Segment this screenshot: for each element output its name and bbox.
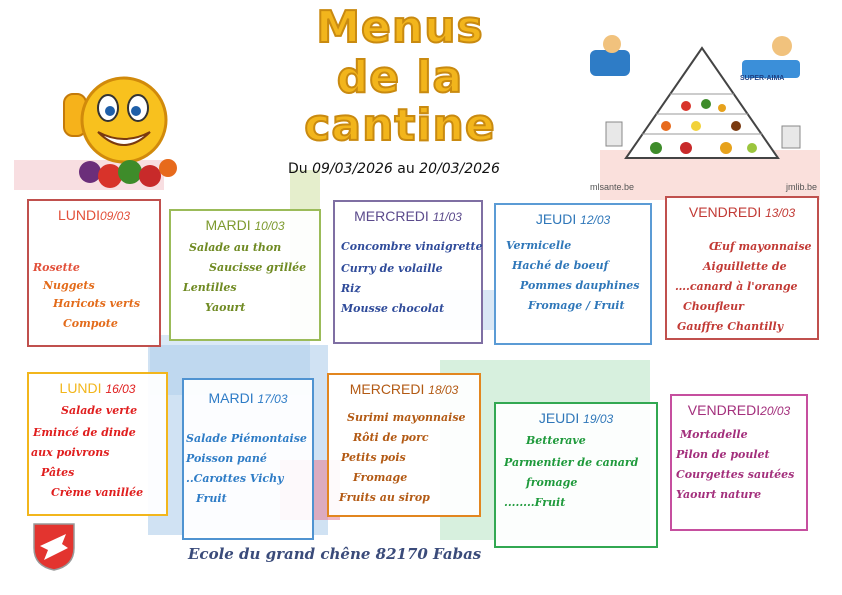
brand-left: mlsante.be [590, 182, 635, 192]
day-label [29, 207, 159, 223]
title-line-1: Menus [316, 2, 484, 53]
menu-item: Curry de volaille [341, 262, 443, 275]
menu-item: Salade Piémontaise [186, 432, 307, 445]
menu-item: Poisson pané [186, 452, 267, 465]
menu-item: Riz [341, 282, 361, 295]
menu-item: Yaourt [205, 301, 246, 314]
menu-card-week2-jeudi [494, 402, 658, 548]
coat-of-arms-icon [32, 522, 76, 572]
menu-item: Salade verte [61, 404, 138, 417]
menu-item: Haricots verts [53, 297, 141, 310]
day-date: 13/03 [765, 206, 796, 220]
menu-item: Concombre vinaigrette [341, 240, 483, 253]
menu-item: Fromage / Fruit [528, 299, 625, 312]
menu-item: ..Carottes Vichy [186, 472, 284, 485]
menu-card-week2-lundi [27, 372, 168, 516]
title-line-2: de la [336, 52, 464, 103]
date-end: 20/03/2026 [419, 161, 500, 177]
menu-card-week2-mardi [182, 378, 314, 540]
menu-item: Pâtes [41, 466, 75, 479]
day-name: JEUDI [535, 211, 577, 227]
day-label [329, 381, 479, 397]
day-date: 12/03 [580, 213, 611, 227]
menu-item: Emincé de dinde [33, 426, 136, 439]
day-name: MARDI [205, 217, 251, 233]
menu-item: Fromage [353, 471, 408, 484]
menu-item: Vermicelle [506, 239, 572, 252]
menu-card-week1-vendredi [665, 196, 819, 340]
day-date: 16/03 [105, 382, 136, 396]
menu-item: Pilon de poulet [676, 448, 770, 461]
day-name: JEUDI [538, 410, 580, 426]
day-date: 09/03 [99, 209, 131, 223]
menu-item: Crème vanillée [51, 486, 144, 499]
day-name: MARDI [208, 390, 254, 406]
menu-item: aux poivrons [31, 446, 110, 459]
menu-card-week1-mercredi [333, 200, 483, 344]
date-start: 09/03/2026 [312, 161, 393, 177]
menu-item: Betterave [526, 434, 586, 447]
day-date: 10/03 [254, 219, 285, 233]
menu-item: ….canard à l'orange [675, 280, 798, 293]
day-label [171, 217, 319, 233]
day-label [29, 380, 166, 396]
menu-item: Aiguillette de [703, 260, 787, 273]
day-label [667, 204, 817, 220]
day-date: 17/03 [257, 392, 288, 406]
menu-item: Nuggets [43, 279, 95, 292]
menu-card-week2-mercredi [327, 373, 481, 517]
date-mid: au [397, 161, 415, 177]
menu-card-week2-vendredi [670, 394, 808, 531]
day-name: MERCREDI [349, 381, 425, 397]
day-name: VENDREDI [687, 402, 761, 418]
menu-item: Gauffre Chantilly [677, 320, 784, 333]
menu-item: Rôti de porc [353, 431, 429, 444]
menu-card-week1-jeudi [494, 203, 652, 345]
menu-item: Saucisse grillée [209, 261, 307, 274]
menu-item: Fruits au sirop [339, 491, 430, 504]
day-name: LUNDI [59, 380, 102, 396]
menu-item: Mousse chocolat [341, 302, 445, 315]
menu-card-week1-mardi [169, 209, 321, 341]
food-pyramid-illustration [586, 30, 818, 180]
title-line-3: cantine [304, 100, 496, 151]
school-address: Ecole du grand chêne 82170 Fabas [188, 545, 482, 563]
menu-item: ........Fruit [504, 496, 566, 509]
menu-item: Œuf mayonnaise [709, 240, 812, 253]
day-name: MERCREDI [354, 208, 429, 224]
day-label [335, 208, 481, 224]
date-range [288, 161, 500, 177]
menu-item: Rosette [33, 261, 80, 274]
menu-item: Fruit [196, 492, 227, 505]
menu-item: Parmentier de canard [504, 456, 639, 469]
smiley-illustration [62, 72, 182, 192]
menu-item: Surimi mayonnaise [347, 411, 466, 424]
menu-item: Lentilles [183, 281, 237, 294]
menu-item: Pommes dauphines [520, 279, 640, 292]
brand-right: jmlib.be [786, 182, 818, 192]
day-label [496, 211, 650, 227]
day-name: LUNDI [57, 207, 100, 223]
day-label [184, 390, 312, 406]
day-label [672, 402, 806, 418]
brand-banner: SUPER-AIMA [740, 75, 785, 82]
menu-item: Mortadelle [680, 428, 748, 441]
menu-item: Yaourt nature [676, 488, 762, 501]
date-prefix: Du [288, 161, 308, 177]
menu-item: Choufleur [683, 300, 744, 313]
day-date: 11/03 [432, 210, 462, 224]
day-date: 19/03 [583, 412, 614, 426]
day-date: 18/03 [428, 383, 459, 397]
menu-item: Petits pois [341, 451, 406, 464]
menu-card-week1-lundi [27, 199, 161, 347]
menu-item: Compote [63, 317, 118, 330]
day-label [496, 410, 656, 426]
menu-item: Salade au thon [189, 241, 282, 254]
day-name: VENDREDI [688, 204, 762, 220]
menu-item: Courgettes sautées [676, 468, 795, 481]
day-date: 20/03 [760, 404, 791, 418]
menu-item: fromage [526, 476, 578, 489]
menu-item: Haché de boeuf [512, 259, 609, 272]
